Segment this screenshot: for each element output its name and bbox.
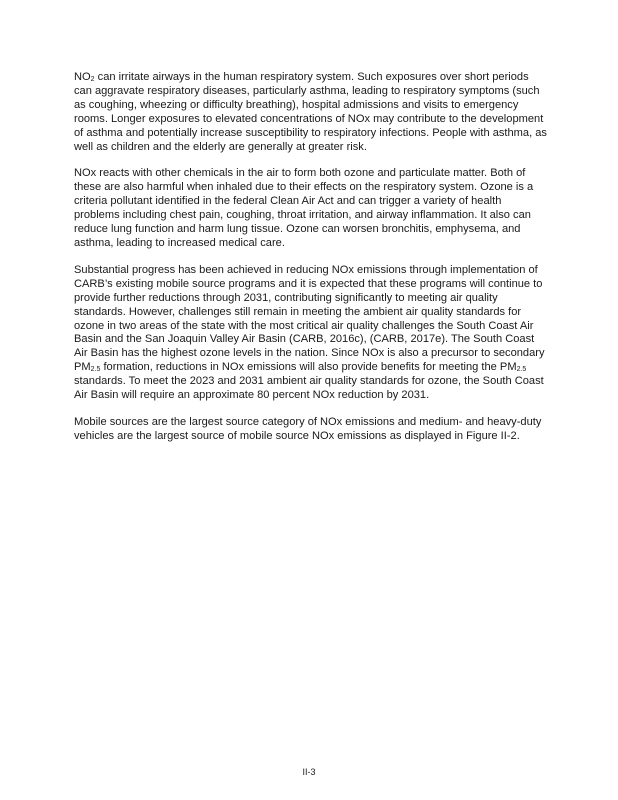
- paragraph-text: can irritate airways in the human respiratory system. Such exposures over short periods can aggravate respiratory diseases, particularly asthma, leading to respiratory symptoms (such as coughing, wheezing or difficulty breathing), hospital admissions and visits to emergency rooms. Longer exposures to elevated concentrations of NOx may contribute to the development of asthma and potentially increase susceptibility to respiratory infections. People with asthma, as well as children and the elderly are generally at greater risk.: [74, 71, 547, 153]
- pm-subscript-b: 2.5: [516, 366, 527, 374]
- paragraph-no2-health-effects: [74, 71, 548, 154]
- paragraph-text-part-c: standards. To meet the 2023 and 2031 ambient air quality standards for ozone, the South Coast Air Basin will require an approximate 80 percent NOx reduction by 2031.: [74, 375, 544, 402]
- paragraph-text-part-a: Substantial progress has been achieved in reducing NOx emissions through implementation of CARB’s existing mobile source programs and it is expected that these programs will continue to provide further reductions through 2031, contributing significantly to meeting air quality standards. However, challenges still remain in meeting the ambient air quality standards for ozone in two areas of the state with the most critical air quality challenges the South Coast Air Basin and the San Joaquin Valley Air Basin (CARB, 2016c), (CARB, 2017e). The South Coast Air Basin has the highest ozone levels in the nation. Since NOx is also a precursor to secondary PM: [74, 263, 545, 374]
- paragraph-text-part-b: formation, reductions in NOx emissions will also provide benefits for meeting the PM: [100, 361, 517, 374]
- pm-subscript-a: 2.5: [90, 366, 101, 374]
- no2-subscript: 2: [90, 76, 95, 83]
- page-number: II-3: [302, 767, 316, 777]
- paragraph-nox-reactions: [74, 167, 548, 250]
- no2-label: NO: [74, 71, 91, 83]
- paragraph-text: Mobile sources are the largest source category of NOx emissions and medium- and heavy-duty vehicles are the largest source of mobile source NOx emissions as displayed in Figure II-2.: [74, 415, 542, 442]
- document-body: [74, 71, 548, 457]
- paragraph-progress: [74, 264, 548, 403]
- paragraph-mobile-sources: [74, 416, 548, 444]
- paragraph-text: NOx reacts with other chemicals in the air to form both ozone and particulate matter. Both of these are also harmful when inhaled due to their effects on the respiratory system. Ozone is a criteria pollutant identified in the federal Clean Air Act and can trigger a variety of health problems including chest pain, coughing, throat irritation, and airway inflammation. It also can reduce lung function and harm lung tissue. Ozone can worsen bronchitis, emphysema, and asthma, leading to increased medical care.: [74, 167, 534, 249]
